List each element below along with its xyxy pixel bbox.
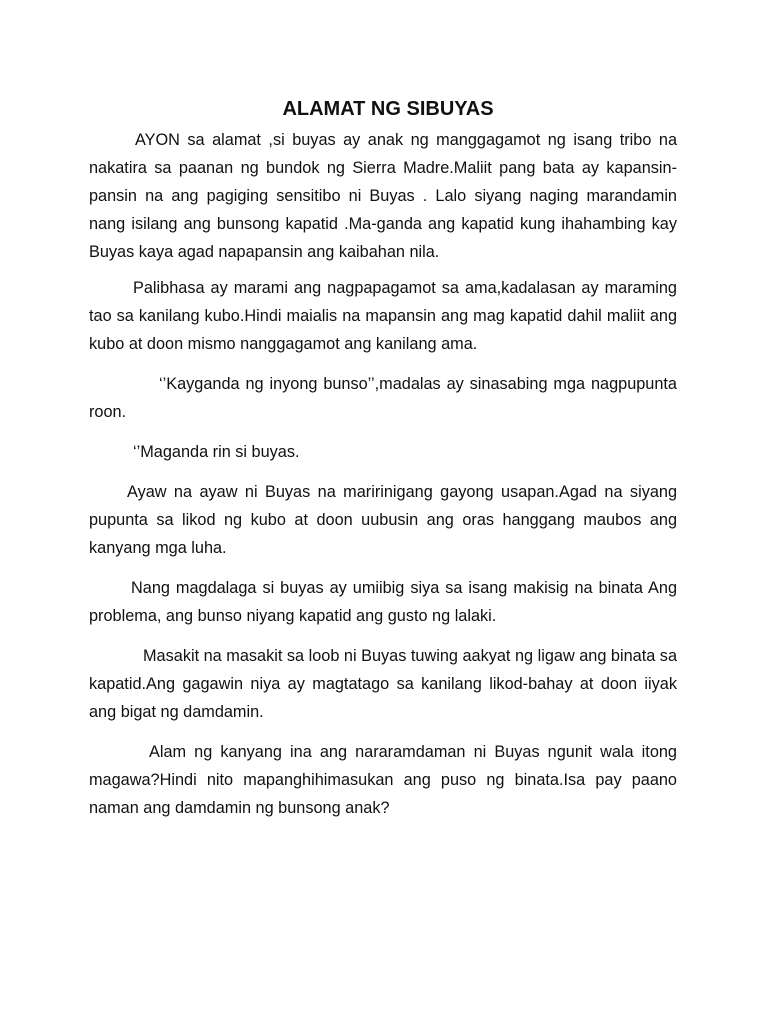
paragraph-8: Alam ng kanyang ina ang nararamdaman ni Buyas ngunit wala itong magawa?Hindi nito mapanghihimasukan ang puso ng binata.Isa pay paano naman ang damdamin ng bunsong anak? [89,743,677,817]
paragraph-2: Palibhasa ay marami ang nagpapagamot sa ama,kadalasan ay maraming tao sa kanilang kubo.Hindi maialis na mapansin ang mag kapatid dahil maliit ang kubo at doon mismo nanggagamot ang kanilang ama. [89,279,677,353]
paragraph-7: Masakit na masakit sa loob ni Buyas tuwing aakyat ng ligaw ang binata sa kapatid.Ang gagawin niya ay magtatago sa kanilang likod-bahay at doon iiyak ang bigat ng damdamin. [89,647,677,721]
paragraph-6: Nang magdalaga si buyas ay umiibig siya sa isang makisig na binata Ang problema, ang bunso niyang kapatid ang gusto ng lalaki. [89,579,677,625]
document-page [89,96,677,834]
paragraph-3: ‘’Kayganda ng inyong bunso’’,madalas ay sinasabing mga nagpupunta roon. [89,375,677,421]
paragraph-4: ‘’Maganda rin si buyas. [133,443,300,461]
document-title: ALAMAT NG SIBUYAS [282,98,494,120]
paragraph-1: AYON sa alamat ,si buyas ay anak ng manggagamot ng isang tribo na nakatira sa paanan ng bundok ng Sierra Madre.Maliit pang bata ay kapansin-pansin na ang pagiging sensitibo ni Buyas . Lalo siyang naging marandamin nang isilang ang bunsong kapatid .Ma-ganda ang kapatid kung ihahambing kay Buyas kaya agad napapansin ang kaibahan nila. [89,131,677,261]
paragraph-5: Ayaw na ayaw ni Buyas na maririnigang gayong usapan.Agad na siyang pupunta sa likod ng kubo at doon uubusin ang oras hanggang maubos ang kanyang mga luha. [89,483,677,557]
